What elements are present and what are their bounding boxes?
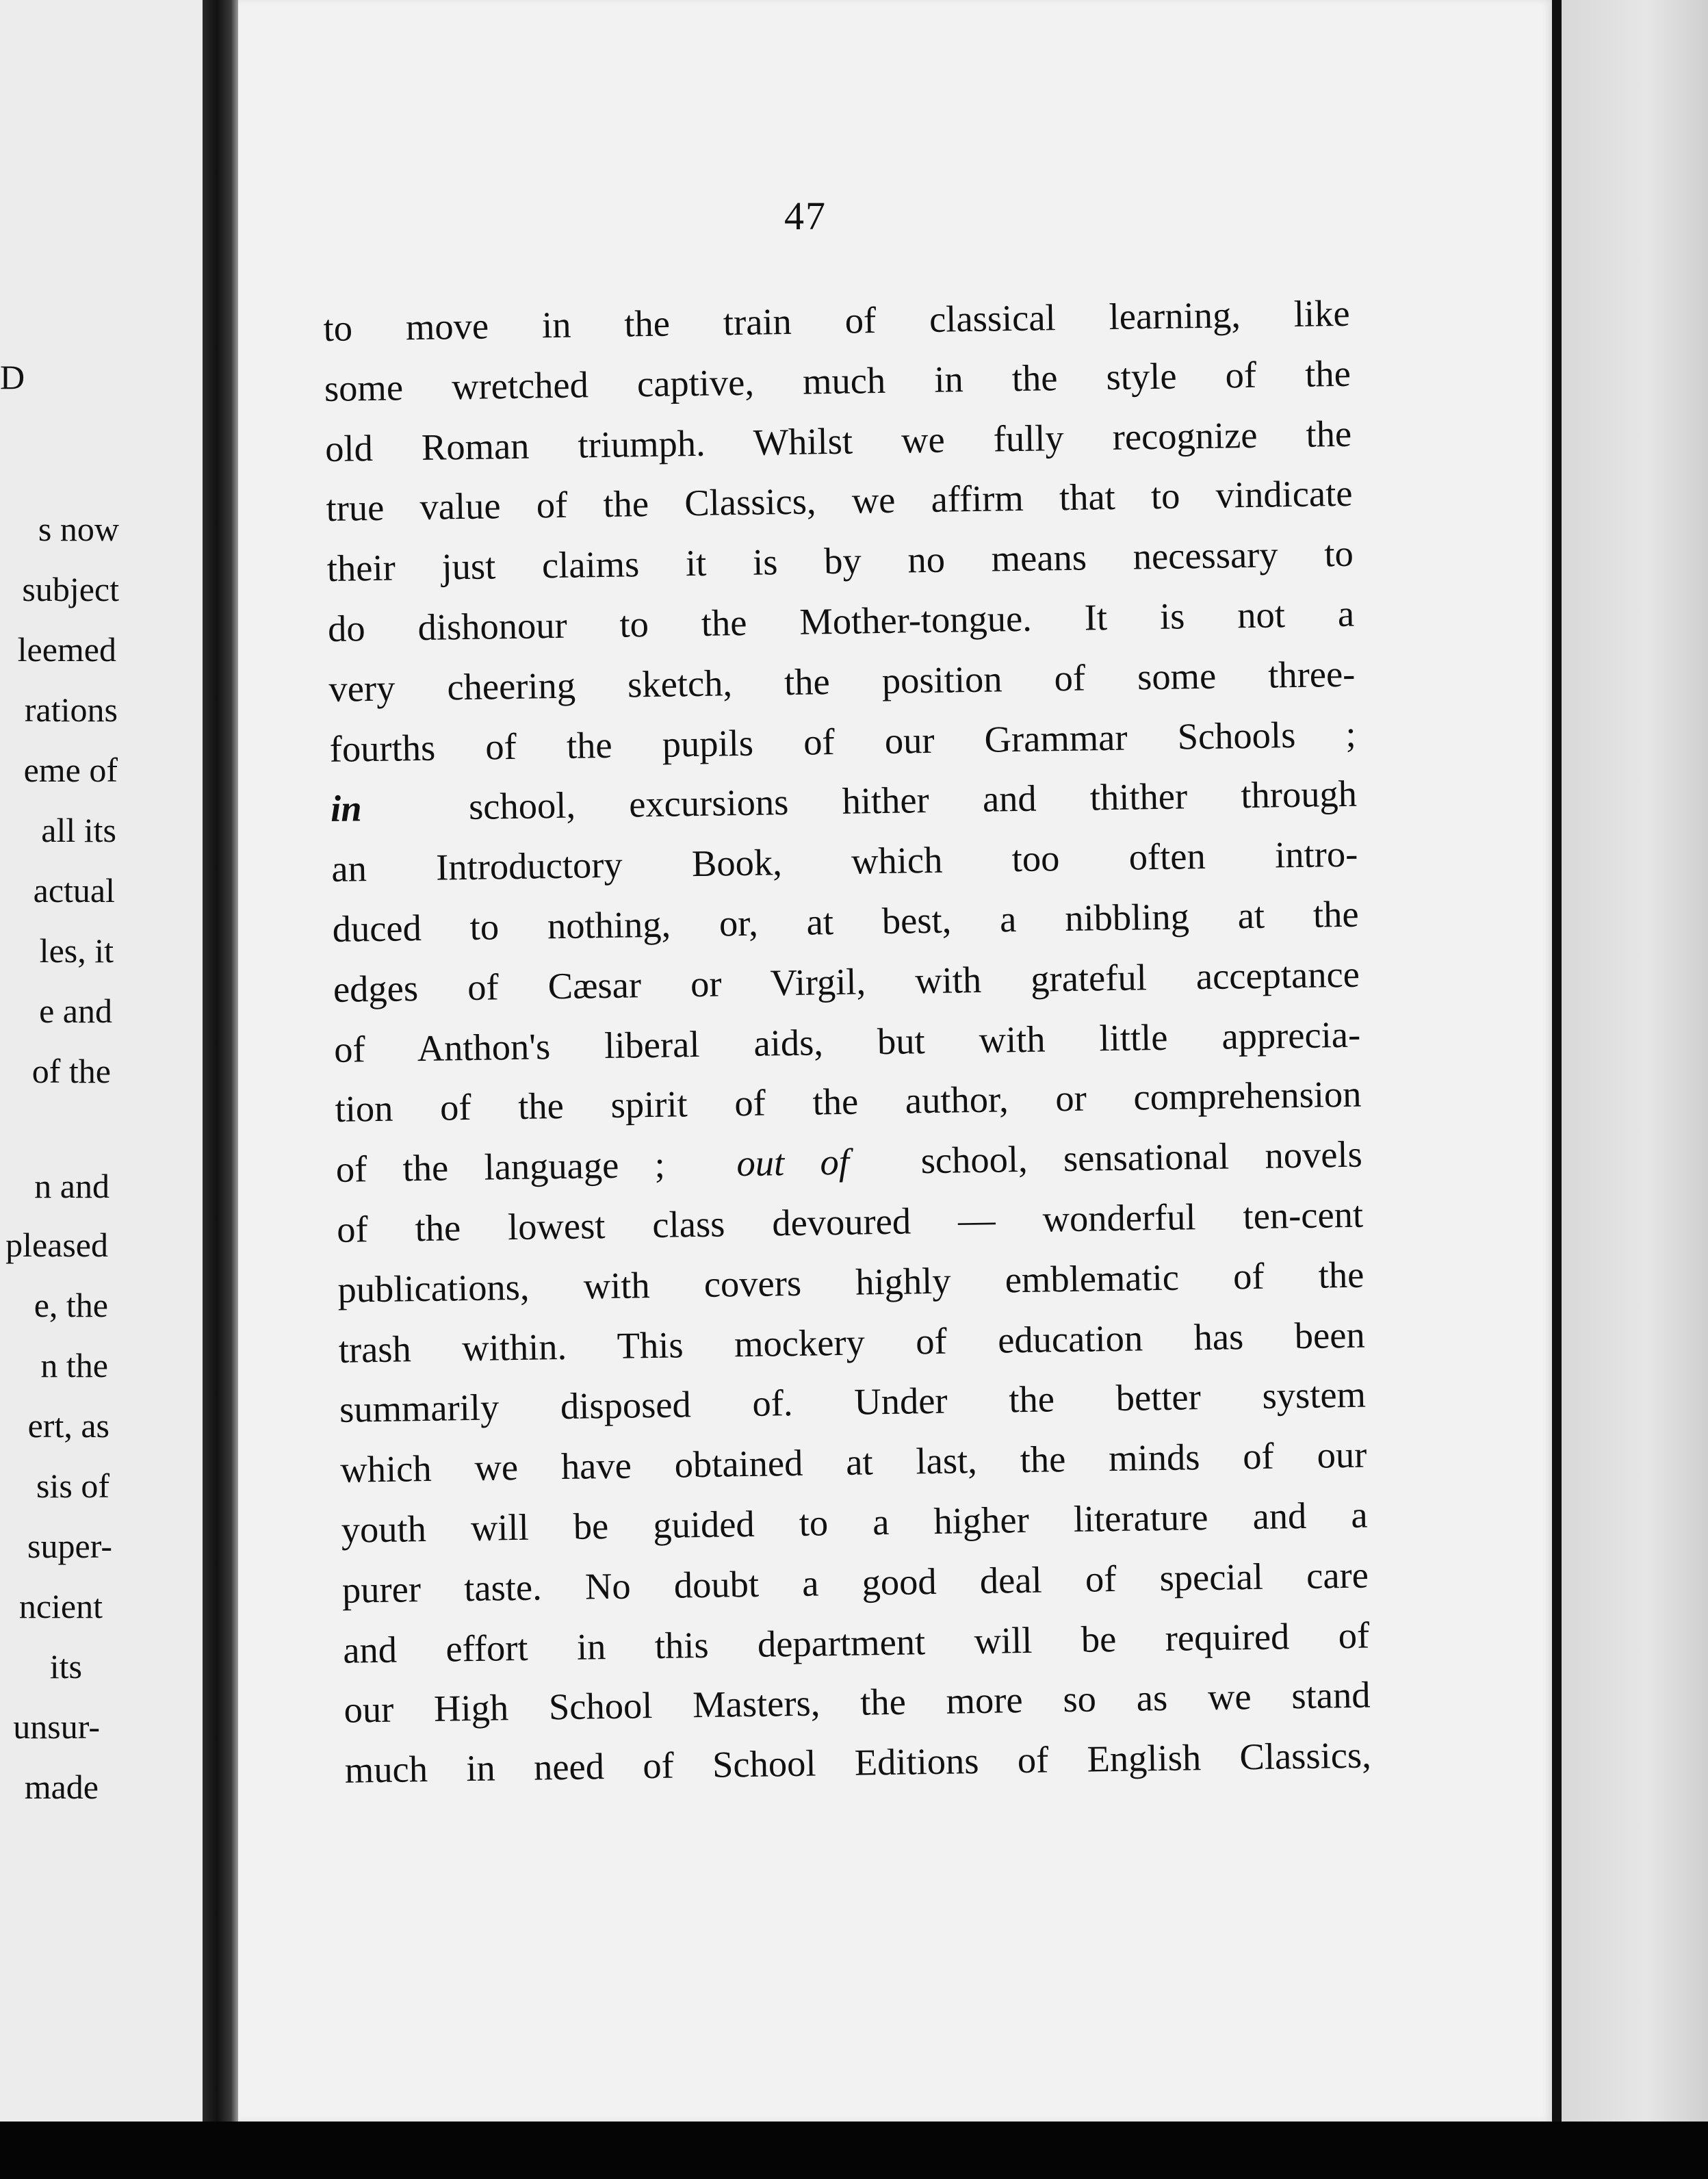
left-fragment: super-: [27, 1527, 112, 1565]
italic-in: in: [330, 787, 362, 830]
left-fragment: of the: [31, 1052, 111, 1090]
left-fragment: pleased: [5, 1226, 108, 1264]
left-fragment: les, it: [39, 931, 114, 970]
text-line: which we have obtained at last, the minds of our: [339, 1433, 1367, 1491]
left-fragment: n the: [40, 1346, 108, 1384]
text-line: old Roman triumph. Whilst we fully recognize the: [324, 412, 1352, 469]
text-line: and effort in this department will be required of: [342, 1614, 1370, 1671]
text-line: our High School Masters, the more so as we stand: [344, 1673, 1371, 1731]
left-fragment: all its: [41, 811, 116, 849]
left-fragment: leemed: [17, 630, 116, 669]
left-fragment: actual: [33, 871, 115, 910]
left-fragment: n and: [34, 1167, 109, 1205]
left-fragment: unsur-: [13, 1707, 100, 1746]
text-line-rest: school, excursions hither and thither through: [468, 773, 1358, 828]
left-fragment: sis of: [36, 1467, 109, 1505]
text-line: summarily disposed of. Under the better system: [339, 1373, 1367, 1431]
text-line: true value of the Classics, we affirm that to vindicate: [326, 472, 1353, 530]
left-facing-page: [0, 0, 203, 2179]
page-number: 47: [784, 194, 827, 238]
text-line: youth will be guided to a higher literature and a: [341, 1493, 1368, 1551]
left-fragment: made: [24, 1768, 99, 1806]
text-line: trash within. This mockery of education has been: [338, 1313, 1366, 1371]
text-line-start: of the language ;: [335, 1143, 666, 1191]
text-line: duced to nothing, or, at best, a nibbling at the: [332, 892, 1359, 950]
text-line: much in need of School Editions of English Classics,: [344, 1733, 1372, 1791]
text-line-rest: school, sensational novels: [920, 1133, 1363, 1182]
book-spine-shadow: [203, 0, 238, 2179]
left-fragment: e, the: [34, 1286, 108, 1324]
text-line: some wretched captive, much in the style of the: [324, 352, 1351, 409]
scan-bottom-border: [0, 2122, 1708, 2179]
left-fragment: its: [49, 1647, 82, 1686]
left-fragment: ert, as: [27, 1406, 109, 1445]
text-line: publications, with covers highly emblematic of the: [337, 1253, 1364, 1311]
text-line: do dishonour to the Mother-tongue. It is not a: [327, 592, 1355, 649]
left-fragment: s now: [38, 510, 119, 548]
text-line: fourths of the pupils of our Grammar Schools ;: [329, 712, 1357, 770]
text-line: an Introductory Book, which too often intro-: [331, 832, 1358, 890]
text-line: to move in the train of classical learning, like: [323, 292, 1350, 349]
text-line: of Anthon's liberal aids, but with little apprecia-: [333, 1013, 1361, 1070]
text-line: very cheering sketch, the position of some three-: [328, 652, 1356, 710]
right-page-edge: [1552, 0, 1708, 2122]
left-page-text-fragments: [0, 0, 203, 2179]
text-line: purer taste. No doubt a good deal of special care: [341, 1553, 1369, 1611]
left-fragment: ncient: [18, 1587, 103, 1625]
left-fragment: rations: [24, 691, 118, 729]
italic-out-of: out of: [736, 1140, 850, 1185]
text-line: their just claims it is by no means necessary to: [326, 532, 1354, 590]
left-fragment: subject: [22, 570, 119, 608]
text-line: of the lowest class devoured — wonderful ten-cent: [336, 1193, 1364, 1250]
text-line: tion of the spirit of the author, or comprehension: [335, 1072, 1362, 1131]
left-fragment: D: [0, 358, 25, 396]
text-line: edges of Cæsar or Virgil, with grateful acceptance: [333, 953, 1360, 1010]
left-fragment: eme of: [23, 751, 118, 789]
page-body-text: [323, 283, 1371, 1801]
left-fragment: e and: [39, 992, 112, 1030]
